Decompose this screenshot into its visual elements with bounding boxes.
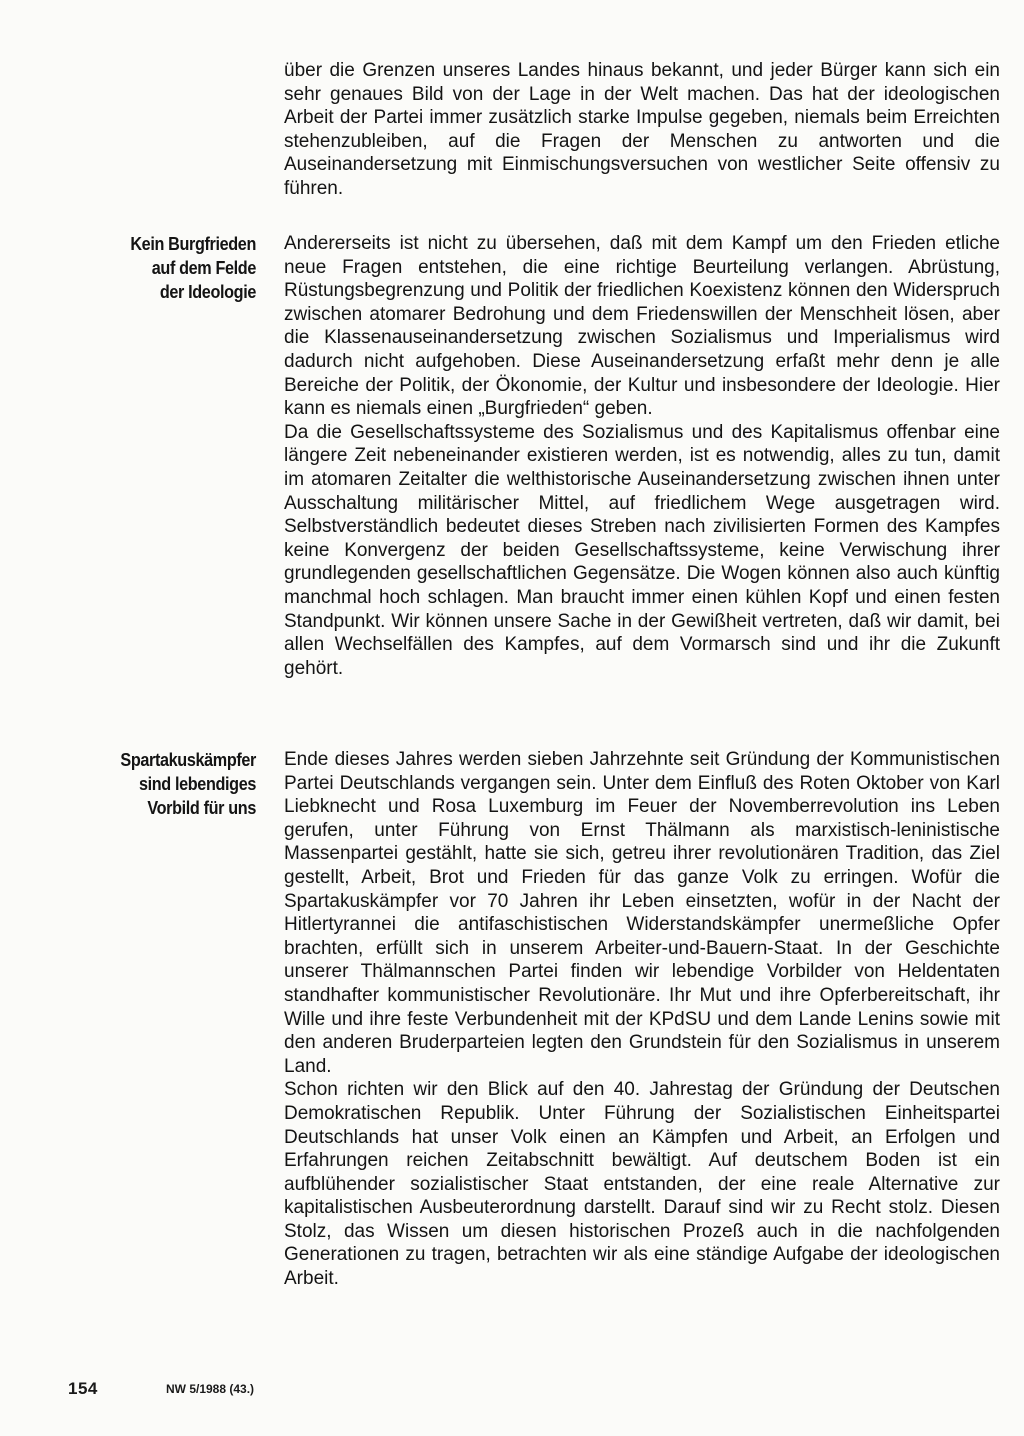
side-heading-line: auf dem Felde: [151, 258, 256, 278]
journal-reference: NW 5/1988 (43.): [166, 1382, 255, 1396]
side-heading-line: Vorbild für uns: [147, 798, 256, 818]
side-heading-spartakus: [62, 748, 256, 820]
body-paragraph: über die Grenzen unseres Landes hinaus bekannt, und jeder Bürger kann sich ein sehr genaues Bild von der Lage in der Welt machen. Das hat der ideologischen Arbeit der Partei immer zusätzlich starke Impulse gegeben, niemals beim Erreichten stehenzubleiben, auf die Fragen der Menschen zu antworten und die Auseinandersetzung mit Einmischungsversuchen von westlicher Seite offensiv zu führen.: [284, 60, 1000, 199]
side-heading-burgfrieden: [62, 232, 256, 304]
side-heading-line: sind lebendiges: [138, 774, 256, 794]
body-paragraph: Schon richten wir den Blick auf den 40. Jahrestag der Gründung der Deutschen Demokratischen Republik. Unter Führung der Sozialistischen Einheitspartei Deutschlands hat unser Volk einen an Kämpfen und Arbeit, an Erfolgen und Erfahrungen reichen Zeitabschnitt bewältigt. Auf deutschem Boden ist ein aufblühender sozialistischer Staat entstanden, der eine reale Alternative zur kapitalistischen Ausbeuterordnung darstellt. Darauf sind wir zu Recht stolz. Diesen Stolz, das Wissen um diesen historischen Prozeß auch in die nachfolgenden Generationen zu tragen, betrachten wir als eine ständige Aufgabe der ideologischen Arbeit.: [284, 1079, 1000, 1290]
body-paragraph: Da die Gesellschaftssysteme des Sozialismus und des Kapitalismus offenbar eine längere Zeit nebeneinander existieren werden, ist es notwendig, alles zu tun, damit im atomaren Zeitalter die welthistorische Auseinandersetzung zwischen ihnen unter Ausschaltung militärischer Mittel, auf friedlichem Wege ausgetragen wird. Selbstverständlich bedeutet dieses Streben nach zivilisierten Formen des Kampfes keine Konvergenz der beiden Gesellschaftssysteme, keine Verwischung ihrer grundlegenden gesellschaftlichen Gegensätze. Die Wogen können also auch künftig manchmal hoch schlagen. Man braucht immer einen kühlen Kopf und einen festen Standpunkt. Wir können unsere Sache in der Gewißheit vertreten, daß wir damit, bei allen Wechselfällen des Kampfes, auf dem Vormarsch sind und ihr die Zukunft gehört.: [284, 421, 1000, 679]
intro-section: [284, 59, 1000, 201]
body-paragraph: Andererseits ist nicht zu übersehen, daß mit dem Kampf um den Frieden etliche neue Fragen entstehen, die eine richtige Beurteilung verlangen. Abrüstung, Rüstungsbegrenzung und Politik der friedlichen Koexistenz können den Widerspruch zwischen atomarer Bedrohung und dem Friedenswillen der Menschheit lösen, aber die Klassenauseinandersetzung zwischen Sozialismus und Imperialismus wird dadurch nicht aufgehoben. Diese Auseinandersetzung erfaßt mehr denn je alle Bereiche der Politik, der Ökonomie, der Kultur und insbesondere der Ideologie. Hier kann es niemals einen „Burgfrieden“ geben.: [284, 233, 1000, 420]
section-burgfrieden: [284, 232, 1000, 680]
side-heading-line: Kein Burgfrieden: [130, 234, 256, 254]
side-heading-line: der Ideologie: [159, 282, 256, 302]
section-spartakus: [284, 748, 1000, 1291]
page-number: 154: [68, 1379, 98, 1398]
body-paragraph: Ende dieses Jahres werden sieben Jahrzehnte seit Gründung der Kommunistischen Partei Deutschlands vergangen sein. Unter dem Einfluß des Roten Oktober von Karl Liebknecht und Rosa Luxemburg im Feuer der Novemberrevolution ins Leben gerufen, unter Führung von Ernst Thälmann als marxistisch-leninistische Massenpartei gestählt, hatte sie sich, getreu ihrer revolutionären Tradition, das Ziel gestellt, Arbeit, Brot und Frieden für das ganze Volk zu erringen. Wofür die Spartakuskämpfer vor 70 Jahren ihr Leben einsetzten, wofür in der Nacht der Hitlertyrannei die antifaschistischen Widerstandskämpfer unermeßliche Opfer brachten, erfüllt sich in unserem Arbeiter-und-Bauern-Staat. In der Geschichte unserer Thälmannschen Partei finden wir lebendige Vorbilder von Heldentaten standhafter kommunistischer Revolutionäre. Ihr Mut und ihre Opferbereitschaft, ihr Wille und ihre feste Verbundenheit mit der KPdSU und dem Lande Lenins sowie mit den anderen Bruderparteien legten den Grundstein für den Sozialismus in unserem Land.: [284, 749, 1000, 1077]
side-heading-line: Spartakuskämpfer: [120, 750, 256, 770]
